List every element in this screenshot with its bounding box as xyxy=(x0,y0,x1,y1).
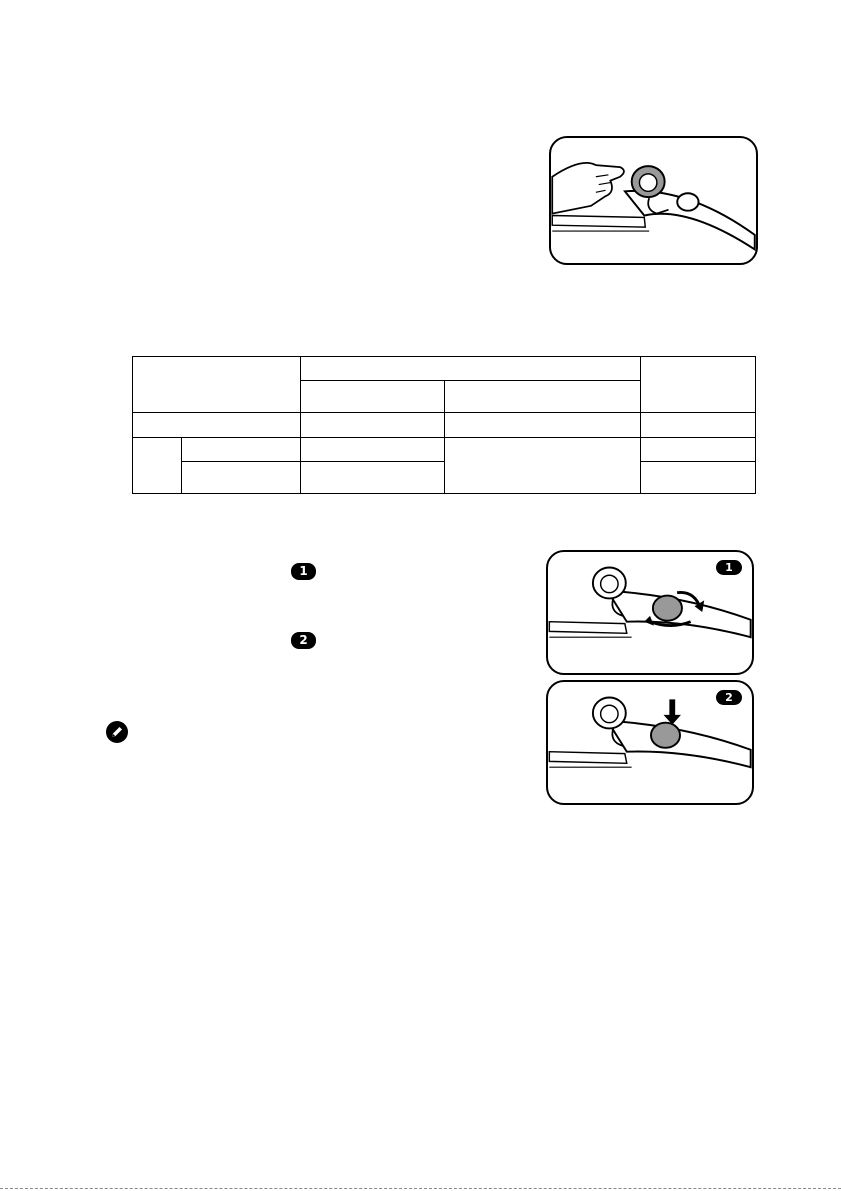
pencil-icon xyxy=(105,720,129,744)
remove-cap-drawing xyxy=(551,138,756,263)
table-header-cell xyxy=(301,381,445,413)
step-1-illustration xyxy=(546,550,754,675)
step-1-badge: 1 xyxy=(291,563,316,580)
step-2-badge: 2 xyxy=(291,632,316,649)
table-cell xyxy=(445,413,641,438)
table-header-cell xyxy=(445,381,641,413)
table-cell xyxy=(133,413,301,438)
page-bottom-rule xyxy=(0,1188,841,1189)
table-cell xyxy=(641,413,756,438)
spec-table xyxy=(132,356,756,494)
step-1-tag: 1 xyxy=(716,560,742,575)
table-cell xyxy=(641,438,756,462)
step-2-tag: 2 xyxy=(716,690,742,705)
table-cell xyxy=(641,462,756,494)
table-cell xyxy=(182,462,301,494)
table-header-cell xyxy=(133,357,301,413)
table-cell xyxy=(301,413,445,438)
table-header-cell xyxy=(641,357,756,413)
remove-cap-illustration xyxy=(549,136,758,265)
table-cell xyxy=(133,438,182,494)
table-cell xyxy=(301,462,445,494)
step-2-illustration xyxy=(546,680,754,805)
table-cell xyxy=(301,438,445,462)
table-cell xyxy=(445,438,641,494)
table-cell xyxy=(182,438,301,462)
table-header-cell xyxy=(301,357,641,381)
